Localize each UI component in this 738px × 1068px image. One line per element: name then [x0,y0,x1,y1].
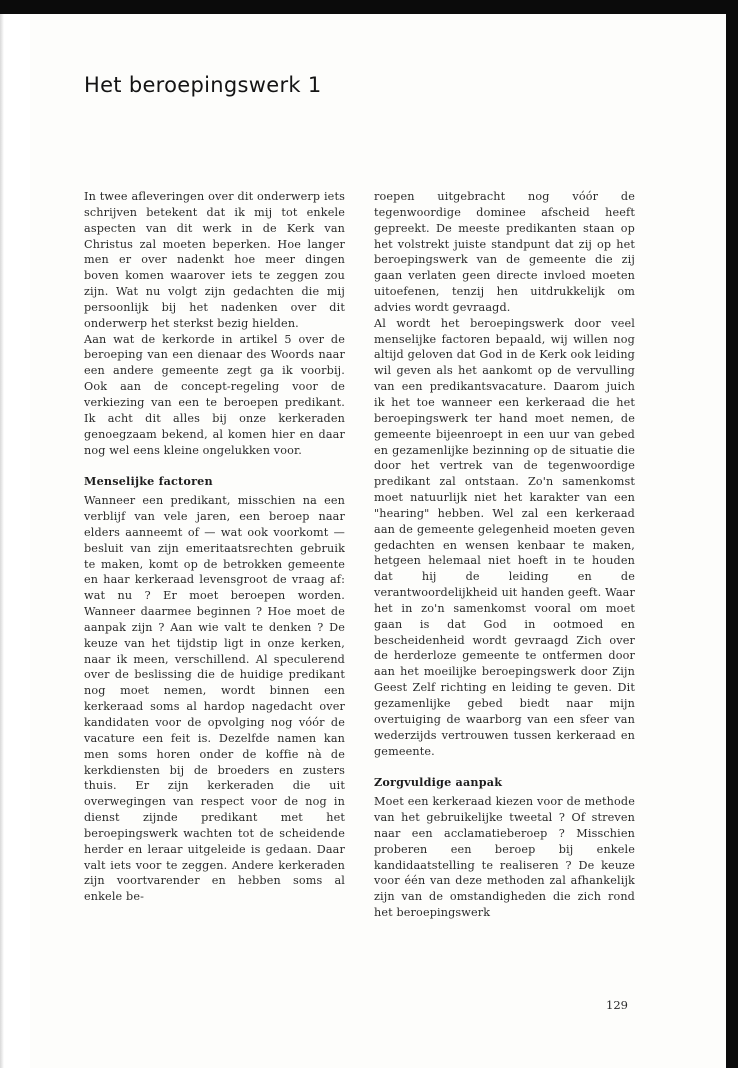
paragraph-vacature: Wanneer een predikant, misschien na een verblijf van vele jaren, een beroep naar elders aanneemt of — wat ook voorkomt — besluit van zijn emeritaatsrechten gebruik te maken, komt op de betrokken gemeente en haar kerkeraad levensgroot de vraag af: wat nu ? Er moet beroepen worden. Wanneer daarmee beginnen ? Hoe moet de aanpak zijn ? Aan wie valt te denken ? De keuze van het tijdstip ligt in onze kerken, naar ik meen, verschillend. Al speculerend over de beslissing die de huidige predikant nog moet nemen, wordt binnen een kerkeraad soms al hardop nagedacht over kandidaten voor de opvolging nog vóór de vacature een feit is. Dezelfde namen kan men soms horen onder de koffie nà de kerkdiensten bij de broeders en zusters thuis. Er zijn kerkeraden die uit overwegingen van respect voor de nog in dienst zijnde predikant met het beroepingswerk wachten tot de scheidende herder en leraar uitgeleide is gedaan. Daar valt iets voor te zeggen. Andere kerkeraden zijn voortvarender en hebben soms al enkele be- [84,494,345,904]
paragraph-gebed: Al wordt het beroepingswerk door veel menselijke factoren bepaald, wij willen nog altijd geloven dat God in de Kerk ook leiding wil geven als het aankomt op de vervulling van een predikantsvacature. Daarom juich ik het toe wanneer een kerkeraad die het beroepingswerk ter hand moet nemen, de gemeente bijeenroept in een uur van gebed en gezamenlijke bezinning op de situatie die door het vertrek van de tegenwoordige predikant zal ontstaan. Zo'n samenkomst moet natuurlijk niet het karakter van een "hearing" hebben. Wel zal een kerkeraad aan de gemeente gelegenheid moeten geven gedachten en wensen kenbaar te maken, hetgeen helemaal niet hoeft in te houden dat hij de leiding en de verantwoordelijkheid uit handen geeft. Waar het in zo'n samenkomst vooral om moet gaan is dat God in ootmoed en bescheidenheid wordt gevraagd Zich over de herderloze gemeente te ontfermen door aan het moeilijke beroepingswerk door Zijn Geest Zelf richting en leiding te geven. Dit gezamenlijke gebed biedt naar mijn overtuiging de waarborg van een sfeer van wederzijds vertrouwen tussen kerkeraad en gemeente. [374,316,635,758]
paragraph-intro: In twee afleveringen over dit onderwerp iets schrijven betekent dat ik mij tot enkele aspecten van dit werk in de Kerk van Christus zal moeten beperken. Hoe langer men er over nadenkt hoe meer dingen boven komen waarover iets te zeggen zou zijn. Wat nu volgt zijn gedachten die mij persoonlijk bij het nadenken over dit onderwerp het sterkst bezig hielden. [84,190,345,330]
page-number: 129 [606,998,628,1012]
page-title: Het beroepingswerk 1 [84,73,322,97]
section-heading-zorgvuldige-aanpak: Zorgvuldige aanpak [374,775,503,790]
scan-border-right [726,0,738,1068]
paragraph-continuation: roepen uitgebracht nog vóór de tegenwoordige dominee afscheid heeft gepreekt. De meeste predikanten staan op het volstrekt juiste standpunt dat zij op het beroepingswerk van de gemeente die zij gaan verlaten geen directe invloed moeten uitoefenen, tenzij hen uitdrukkelijk om advies wordt gevraagd. [374,190,635,314]
scan-border-top [0,0,738,14]
paragraph-methode: Moet een kerkeraad kiezen voor de methode van het gebruikelijke tweetal ? Of streven naar een acclamatieberoep ? Misschien proberen een beroep bij enkele kandidaatstelling te realiseren ? De keuze voor één van deze methoden zal afhankelijk zijn van de omstandigheden die zich rond het beroepingswerk [374,795,635,920]
section-heading-menselijke-factoren: Menselijke factoren [84,474,213,489]
paragraph-kerkorde: Aan wat de kerkorde in artikel 5 over de beroeping van een dienaar des Woords naar een andere gemeente zegt ga ik voorbij. Ook aan de concept-regeling voor de verkiezing van een te beroepen predikant. Ik acht dit alles bij onze kerkeraden genoegzaam bekend, al komen hier en daar nog wel eens kleine ongelukken voor. [84,332,345,457]
left-column [84,189,345,905]
right-column [374,189,635,921]
scan-shadow-left [0,14,4,1068]
